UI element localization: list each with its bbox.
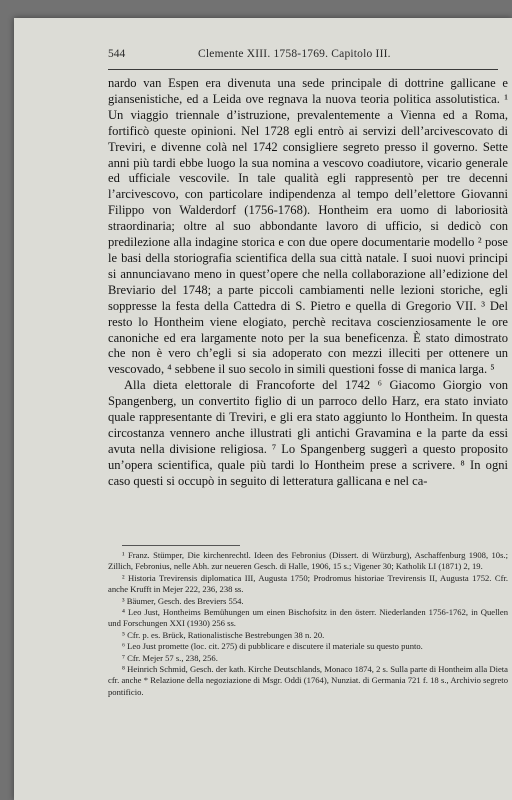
footnote-2: ² Historia Trevirensis diplomatica III, Augusta 1750; Prodromus historiae Trevirensis II, Augusta 1752. Cfr. anche Krufft in Mejer 222, 236, 238 ss. — [108, 572, 508, 595]
book-page — [14, 18, 512, 800]
paragraph-2: Alla dieta elettorale di Francoforte del 1742 ⁶ Giacomo Giorgio von Spangenberg, un convertito figlio di un parroco dello Harz, era stato inviato quale rappresentante di Treviri, e gli era stato aggiunto lo Hontheim. In questa circostanza vennero anche illustrati gli antichi Gravamina e la parte da essi avuta nella divisione religiosa. ⁷ Lo Spangenberg suggerì a questo proposito un’opera scientifica, quale più tardi lo Hontheim prese a scrivere. ⁸ In ogni caso questi si occupò in seguito di letteratura gallicana e nel ca- — [108, 378, 508, 488]
footnote-5: ⁵ Cfr. p. es. Brück, Rationalistische Bestrebungen 38 n. 20. — [122, 629, 325, 640]
header-rule — [108, 69, 498, 70]
footnote-7: ⁷ Cfr. Mejer 57 s., 238, 256. — [122, 652, 218, 663]
footnote-separator — [122, 545, 240, 546]
footnote-8: ⁸ Heinrich Schmid, Gesch. der kath. Kirche Deutschlands, Monaco 1874, 2 s. Sulla parte di Hontheim alla Dieta cfr. anche * Relazione della negoziazione di Msgr. Oddi (1764), Nunziat. di Germania 721 f. 18 s., Archivio segreto pontificio. — [108, 664, 508, 697]
footnote-6: ⁶ Leo Just promette (loc. cit. 275) di pubblicare e discutere il materiale su questo punto. — [122, 641, 423, 652]
running-title: Clemente XIII. 1758-1769. Capitolo III. — [198, 48, 391, 60]
footnote-4: ⁴ Leo Just, Hontheims Bemühungen um einen Bischofsitz in den österr. Niederlanden 1756-1762, in Quellen und Forschungen XXI (1930) 256 ss. — [108, 607, 508, 629]
footnote-1: ¹ Franz. Stümper, Die kirchenrechtl. Ideen des Febronius (Dissert. di Würzburg), Aschaffenburg 1908, 10s.; Zillich, Febronius, nelle Abh. zur neueren Gesch. di Halle, 1906, 15 s.; Vigener 30; Katholik LI (1871) 2, 19. — [108, 550, 508, 572]
main-text — [108, 76, 508, 490]
footnote-3: ³ Bäumer, Gesch. des Breviers 554. — [122, 595, 244, 606]
page-number: 544 — [108, 48, 126, 60]
footnotes — [108, 550, 508, 698]
paragraph-1: nardo van Espen era divenuta una sede principale di dottrine gallicane e giansenistiche, ed a Leida ove regnava la nuova teoria politica assolutistica. ¹ Un viaggio triennale d’istruzione, prevalentemente a Vienna ed a Roma, fortificò queste opinioni. Nel 1728 egli entrò ai servizi dell’arcivescovato di Treviri, e divenne colà nel 1742 consigliere segreto presso il governo. Sette anni più tardi ebbe luogo la sua nomina a vescovo coadiutore, vicario generale ed ufficiale vescovile. In tale qualità egli rappresentò per tre decenni l’arcivescovo, con particolare indipendenza al tempo dell’elettore Giovanni Filippo von Walderdorf (1756-1768). Hontheim era uomo di laboriosità straordinaria; oltre al suo abbondante lavoro di ufficio, si dedicò con predilezione alla indagine storica e con due opere documentarie modello ² pose le basi della storiografia scientifica della sua città natale. I suoi nuovi principi si annunciavano meno in quest’opere che nella collaborazione all’edizione del Breviario del 1748; a parte piccoli cambiamenti nelle lezioni storiche, egli soppresse la festa della Cattedra di S. Pietro e quella di Gregorio VII. ³ Del resto lo Hontheim viene elogiato, perchè recitava coscienziosamente le ore canoniche ed era largamente noto per la sua beneficenza. È stato dimostrato che non è vero ch’egli si sia adoperato con mezzi illeciti per ottenere un vescovado, ⁴ sebbene il suo secolo in simili questioni fosse di manica larga. ⁵ — [108, 76, 508, 377]
page-header — [108, 48, 508, 60]
